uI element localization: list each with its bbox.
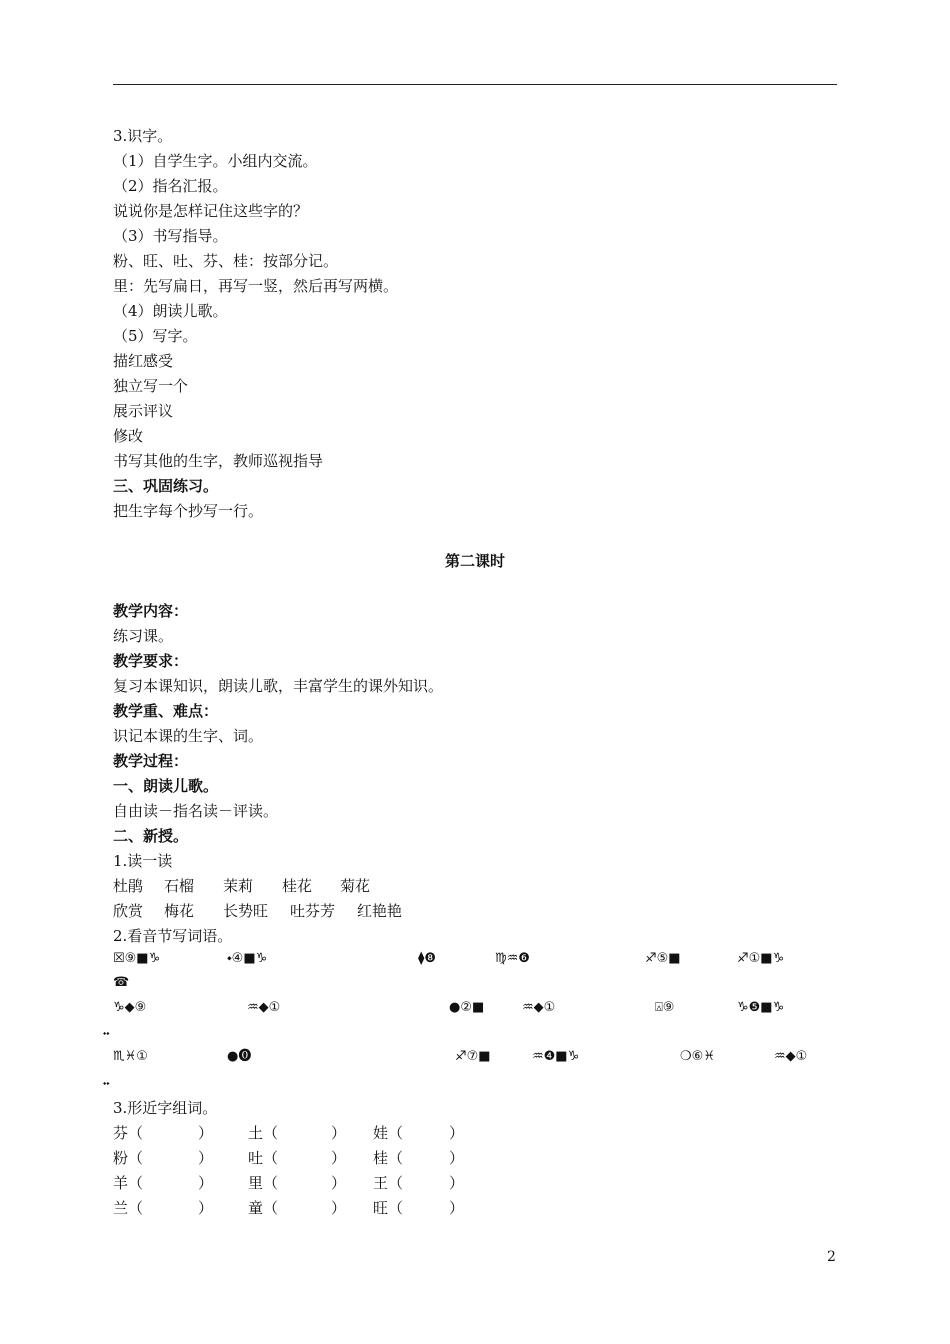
word: 吐芬芳 xyxy=(290,902,336,920)
word-blank: 桂（ xyxy=(373,1149,404,1167)
text-line: （5）写字。 xyxy=(113,327,198,345)
page-number: 2 xyxy=(827,1249,836,1265)
pinyin-symbols: ●②■ xyxy=(449,1000,485,1015)
text-line: 识记本课的生字、词。 xyxy=(113,727,264,745)
text-line: （1）自学生字。小组内交流。 xyxy=(113,152,318,170)
dot-marks: ⬩⬩ xyxy=(103,1079,110,1089)
pinyin-symbols: ❍⑥♓ xyxy=(680,1049,715,1064)
text-line: 复习本课知识，朗读儿歌，丰富学生的课外知识。 xyxy=(113,677,444,695)
pinyin-symbols: ♑◆⑨ xyxy=(113,1000,147,1015)
word-blank: ） xyxy=(198,1199,214,1217)
pinyin-symbols: ♒◆① xyxy=(522,1000,556,1015)
text-line: 3.形近字组词。 xyxy=(113,1099,218,1117)
word-blank: ） xyxy=(449,1149,465,1167)
text-line: 2.看音节写词语。 xyxy=(113,927,233,945)
word: 石榴 xyxy=(164,877,195,895)
text-line: 把生字每个抄写一行。 xyxy=(113,502,264,520)
pinyin-symbols: ♒❹■♑ xyxy=(532,1049,580,1064)
word-blank: ） xyxy=(331,1199,347,1217)
text-line: 描红感受 xyxy=(113,352,174,370)
word: 杜鹃 xyxy=(113,877,144,895)
text-line: 里：先写扁日，再写一竖，然后再写两横。 xyxy=(113,277,399,295)
word-blank: ） xyxy=(449,1174,465,1192)
section-heading: 教学重、难点： xyxy=(113,702,219,720)
word-blank: ） xyxy=(198,1149,214,1167)
word-blank: ） xyxy=(198,1174,214,1192)
section-heading: 教学过程： xyxy=(113,752,189,770)
word-blank: ） xyxy=(198,1124,214,1142)
dot-marks: ⬩⬩ xyxy=(103,1029,110,1039)
word: 长势旺 xyxy=(223,902,269,920)
word-blank: ） xyxy=(331,1174,347,1192)
text-line: 3.识字。 xyxy=(113,127,173,145)
word-blank: 里（ xyxy=(248,1174,279,1192)
section-heading: 二、新授。 xyxy=(113,827,189,845)
text-line: 练习课。 xyxy=(113,627,174,645)
word: 红艳艳 xyxy=(357,902,403,920)
text-line: 展示评议 xyxy=(113,402,174,420)
text-line: （2）指名汇报。 xyxy=(113,177,228,195)
pinyin-symbols: ♐⑤■ xyxy=(645,951,681,966)
word: 梅花 xyxy=(164,902,195,920)
phone-icon: ☎ xyxy=(113,975,130,990)
text-line: 1.读一读 xyxy=(113,852,173,870)
pinyin-symbols: ♍♒❻ xyxy=(495,951,530,966)
section-heading: 一、朗读儿歌。 xyxy=(113,777,219,795)
pinyin-symbols: ♒◆① xyxy=(774,1049,808,1064)
word-blank: 羊（ xyxy=(113,1174,144,1192)
word-blank: 粉（ xyxy=(113,1149,144,1167)
section-heading: 教学内容： xyxy=(113,602,189,620)
text-line: 自由读－指名读－评读。 xyxy=(113,802,279,820)
lesson-title: 第二课时 xyxy=(444,552,505,570)
word-blank: ） xyxy=(331,1124,347,1142)
text-line: 独立写一个 xyxy=(113,377,189,395)
word-blank: ） xyxy=(449,1124,465,1142)
text-line: 修改 xyxy=(113,427,144,445)
pinyin-symbols: ♐⑦■ xyxy=(455,1049,491,1064)
pinyin-symbols: ⍓⑨ xyxy=(655,1000,675,1015)
text-line: 书写其他的生字，教师巡视指导 xyxy=(113,452,324,470)
word-blank: ） xyxy=(449,1199,465,1217)
word-blank: 娃（ xyxy=(373,1124,404,1142)
pinyin-symbols: ♐①■♑ xyxy=(737,951,785,966)
word-blank: 王（ xyxy=(373,1174,404,1192)
section-heading: 教学要求： xyxy=(113,652,189,670)
word-blank: 兰（ xyxy=(113,1199,144,1217)
text-line: 粉、旺、吐、芬、桂：按部分记。 xyxy=(113,252,339,270)
text-line: 说说你是怎样记住这些字的？ xyxy=(113,202,309,220)
text-line: （4）朗读儿歌。 xyxy=(113,302,228,320)
word-blank: ） xyxy=(331,1149,347,1167)
pinyin-symbols: ♏♓① xyxy=(113,1049,148,1064)
pinyin-symbols: ♒◆① xyxy=(247,1000,281,1015)
section-heading: 三、巩固练习。 xyxy=(113,477,219,495)
word: 桂花 xyxy=(282,877,313,895)
pinyin-symbols: ●⓿ xyxy=(227,1049,252,1064)
pinyin-symbols: ☒⑨■♑ xyxy=(113,951,161,966)
pinyin-symbols: ⧫❽ xyxy=(418,951,437,966)
word: 菊花 xyxy=(340,877,371,895)
word: 欣赏 xyxy=(113,902,144,920)
word-blank: 芬（ xyxy=(113,1124,144,1142)
word-blank: 旺（ xyxy=(373,1199,404,1217)
word: 茉莉 xyxy=(223,877,254,895)
word-blank: 土（ xyxy=(248,1124,279,1142)
pinyin-symbols: ♑❺■♑ xyxy=(737,1000,785,1015)
word-blank: 童（ xyxy=(248,1199,279,1217)
text-line: （3）书写指导。 xyxy=(113,227,228,245)
pinyin-symbols: ⬩④■♑ xyxy=(227,951,268,966)
header-rule xyxy=(113,84,837,85)
word-blank: 吐（ xyxy=(248,1149,279,1167)
